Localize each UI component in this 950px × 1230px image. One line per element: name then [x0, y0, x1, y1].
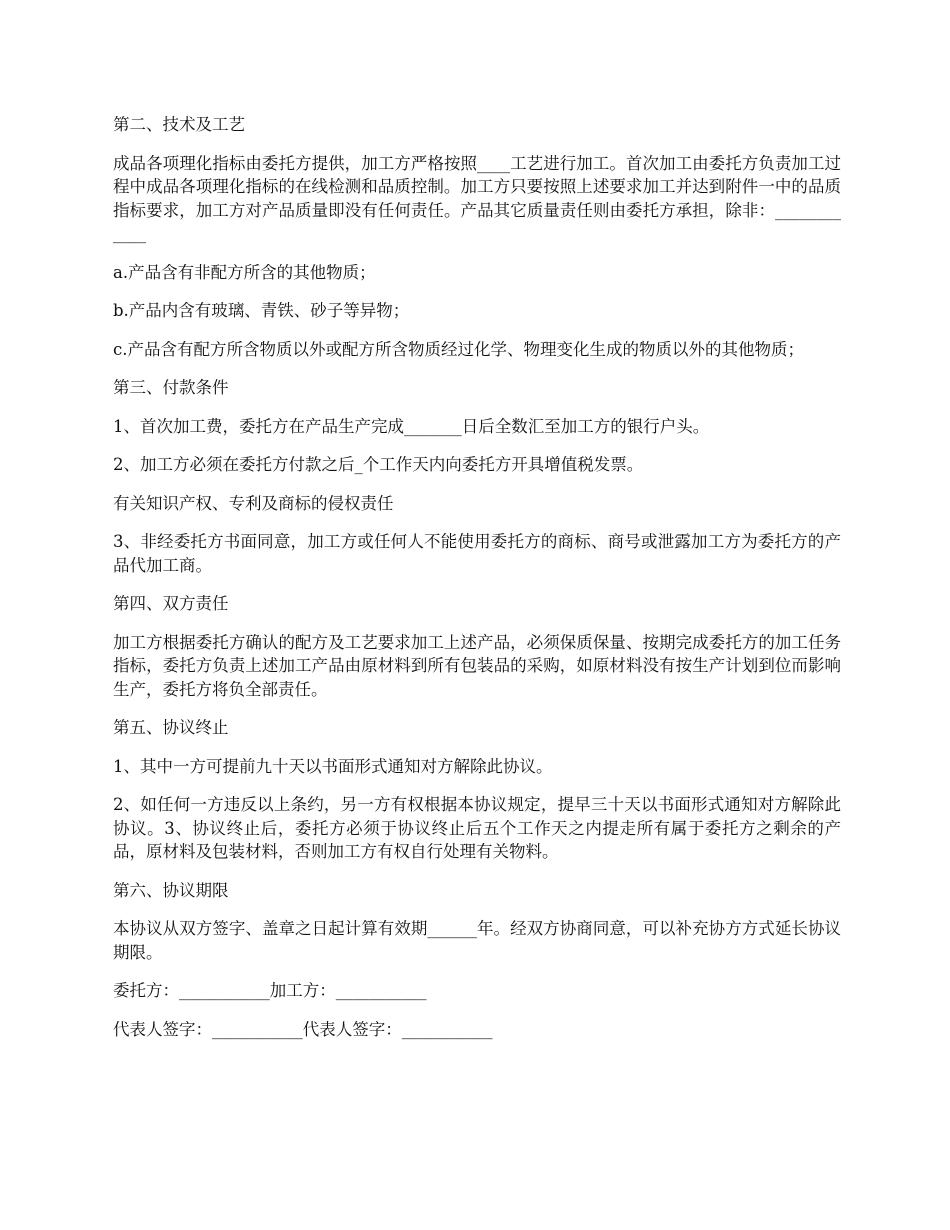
- section-heading-term: 第六、协议期限: [113, 880, 229, 900]
- paragraph-payment-2: 2、加工方必须在委托方付款之后_个工作天内向委托方开具增值税发票。: [113, 455, 644, 474]
- section-heading-technology: 第二、技术及工艺: [113, 115, 245, 134]
- paragraph-payment-1: 1、首次加工费，委托方在产品生产完成_______日后全数汇至加工方的银行户头。: [113, 416, 710, 436]
- document-page: [113, 113, 841, 1056]
- paragraph-responsibilities: 加工方根据委托方确认的配方及工艺要求加工上述产品，必须保质保量、按期完成委托方的加工任务指标，委托方负责上述加工产品由原材料到所有包装品的采购，如原材料没有按生产计划到位而影响生产，委托方将负全部责任。: [113, 632, 841, 699]
- signature-parties-line: 委托方：___________加工方：___________: [113, 981, 427, 1000]
- paragraph-termination-1: 1、其中一方可提前九十天以书面形式通知对方解除此协议。: [113, 756, 553, 776]
- list-item-b: b.产品内含有玻璃、青铁、砂子等异物；: [113, 301, 410, 320]
- paragraph-ip-3: 3、非经委托方书面同意，加工方或任何人不能使用委托方的商标、商号或泄露加工方为委托方的产品代加工商。: [113, 532, 841, 575]
- paragraph-term: 本协议从双方签字、盖章之日起计算有效期______年。经双方协商同意，可以补充协方方式延长协议期限。: [113, 919, 841, 962]
- list-item-a: a.产品含有非配方所含的其他物质；: [113, 262, 376, 282]
- paragraph-termination-2: 2、如任何一方违反以上条约，另一方有权根据本协议规定，提早三十天以书面形式通知对方解除此协议。3、协议终止后，委托方必须于协议终止后五个工作天之内提走所有属于委托方之剩余的产品，原材料及包装材料，否则加工方有权自行处理有关物料。: [113, 795, 841, 861]
- paragraph-technology-terms: 成品各项理化指标由委托方提供，加工方严格按照____工艺进行加工。首次加工由委托方负责加工过程中成品各项理化指标的在线检测和品质控制。加工方只要按照上述要求加工并达到附件一中的品质指标要求，加工方对产品质量即没有任何责任。产品其它质量责任则由委托方承担，除非：____________: [113, 153, 841, 243]
- section-heading-responsibilities: 第四、双方责任: [113, 594, 229, 613]
- section-heading-payment: 第三、付款条件: [113, 378, 229, 397]
- signature-representatives-line: 代表人签字：___________代表人签字：___________: [113, 1019, 493, 1039]
- section-heading-termination: 第五、协议终止: [113, 718, 229, 737]
- section-heading-ip: 有关知识产权、专利及商标的侵权责任: [113, 493, 394, 513]
- list-item-c: c.产品含有配方所含物质以外或配方所含物质经过化学、物理变化生成的物质以外的其他物质；: [113, 339, 804, 359]
